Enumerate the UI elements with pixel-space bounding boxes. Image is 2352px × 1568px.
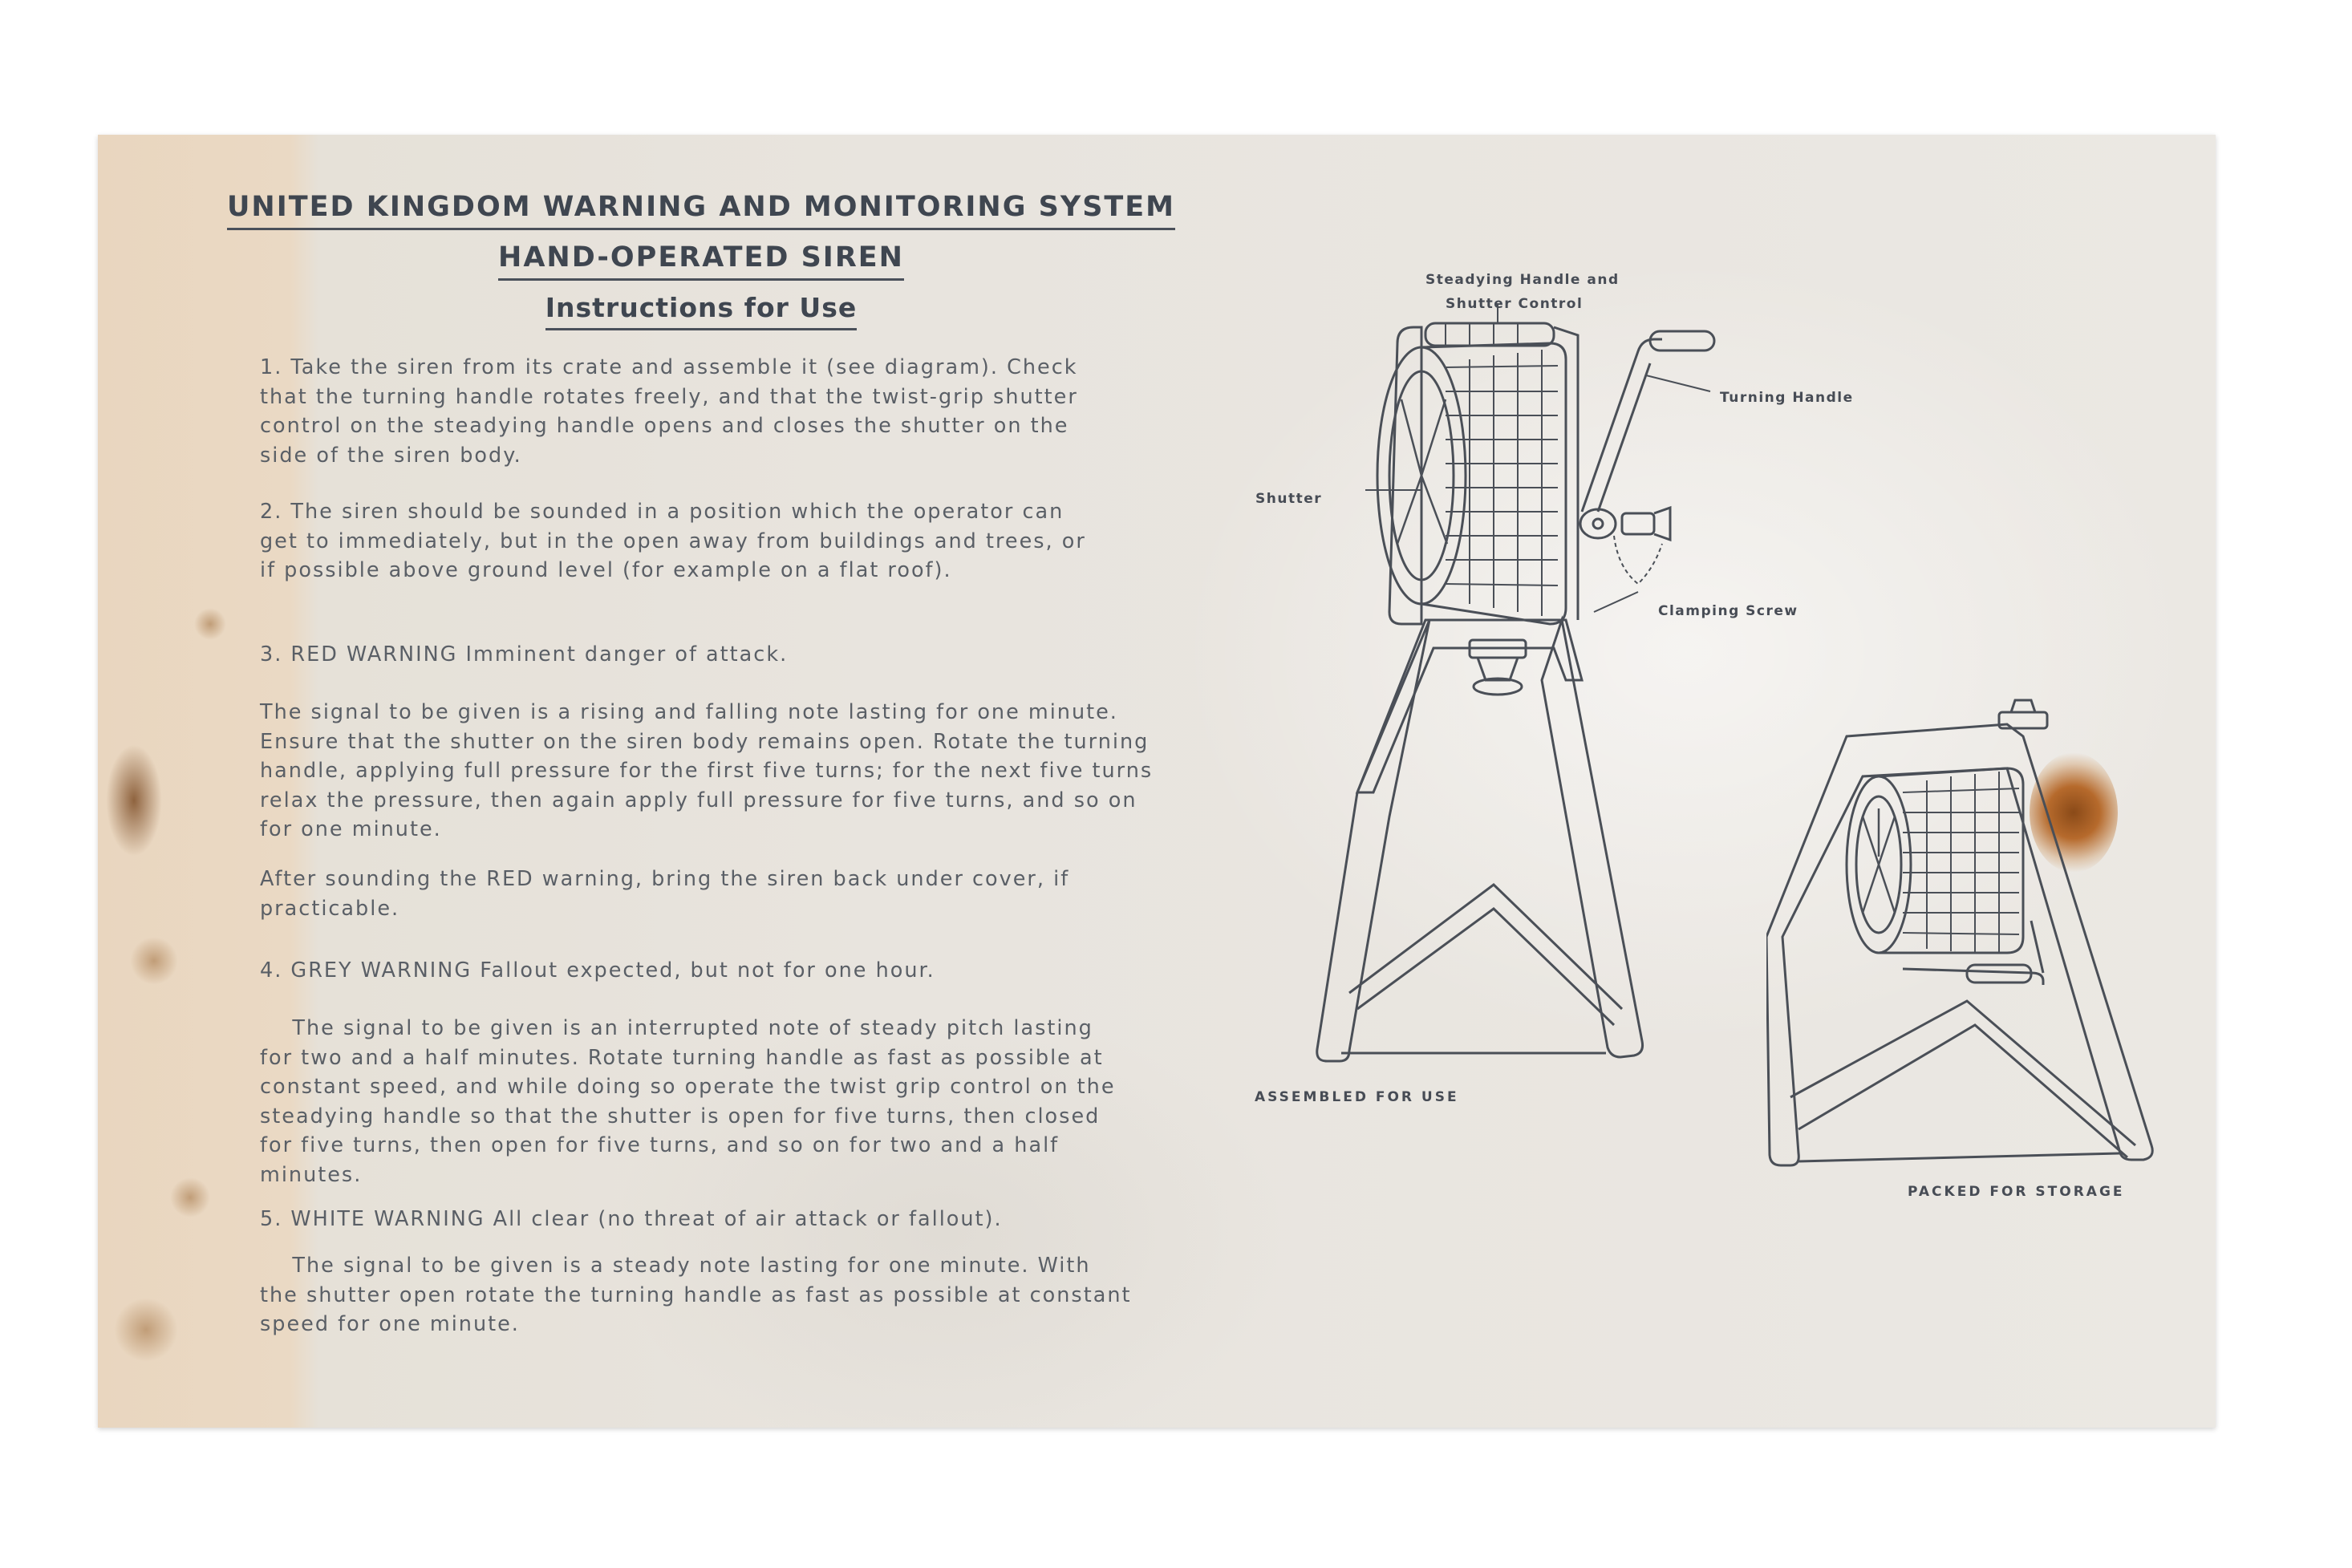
main-heading: UNITED KINGDOM WARNING AND MONITORING SYSTEM	[188, 191, 1215, 223]
after-red-paragraph: After sounding the RED warning, bring the siren back under cover, if practicable.	[260, 867, 1070, 921]
siren-packed-illustration	[1766, 696, 2200, 1177]
red-warning-paragraph: The signal to be given is a rising and falling note lasting for one minute. Ensure that the shutter on the siren body remains open. Rotate the turning handle, applying full pressure for the first five turns; for the next five turns relax the pressure, then again apply full pressure for five turns, and so on for one minute.	[260, 700, 1154, 841]
red-warning-heading: 3. RED WARNING Imminent danger of attack.	[260, 642, 789, 667]
white-warning-heading: 5. WHITE WARNING All clear (no threat of air attack or fallout).	[260, 1207, 1003, 1231]
paper-stain	[194, 608, 226, 640]
paper-stain	[170, 1177, 210, 1218]
instructions-heading: Instructions for Use	[188, 292, 1215, 323]
label-turning-handle: Turning Handle	[1720, 390, 1854, 406]
label-shutter-control: Shutter Control	[1446, 296, 1584, 312]
paper-stain	[114, 1298, 178, 1362]
instruction-paragraph-1: 1. Take the siren from its crate and assemble it (see diagram). Check that the turning handle rotates freely, and that the twist-grip shutter control on the steadying handle opens and closes the shutter on the side of the siren body.	[260, 355, 1078, 468]
instruction-paragraph-2: 2. The siren should be sounded in a position which the operator can get to immediately, but in the open away from buildings and trees, or if possible above ground level (for example on a flat roof).	[260, 500, 1086, 582]
grey-warning-heading: 4. GREY WARNING Fallout expected, but not for one hour.	[260, 958, 935, 983]
label-shutter: Shutter	[1255, 491, 1323, 507]
paper-stain	[106, 744, 162, 857]
instruction-card	[98, 135, 2216, 1428]
label-steadying-handle: Steadying Handle and	[1425, 272, 1620, 288]
paper-stain	[130, 937, 178, 985]
label-clamping-screw: Clamping Screw	[1658, 603, 1798, 619]
siren-assembled-illustration	[1237, 303, 1750, 1065]
caption-assembled-for-use: ASSEMBLED FOR USE	[1255, 1089, 1459, 1105]
grey-warning-paragraph: The signal to be given is an interrupted note of steady pitch lasting for two and a half minutes. Rotate turning handle as fast as possible at constant speed, and while doing so operate the twist grip control on the steadying handle so that the shutter is open for five turns, then closed for five turns, then open for five turns, and so on for two and a half minutes.	[260, 1016, 1116, 1187]
caption-packed-for-storage: PACKED FOR STORAGE	[1908, 1184, 2125, 1200]
sub-heading: HAND-OPERATED SIREN	[188, 241, 1215, 273]
white-warning-paragraph: The signal to be given is a steady note lasting for one minute. With the shutter open rotate the turning handle as fast as possible at constant speed for one minute.	[260, 1254, 1132, 1336]
